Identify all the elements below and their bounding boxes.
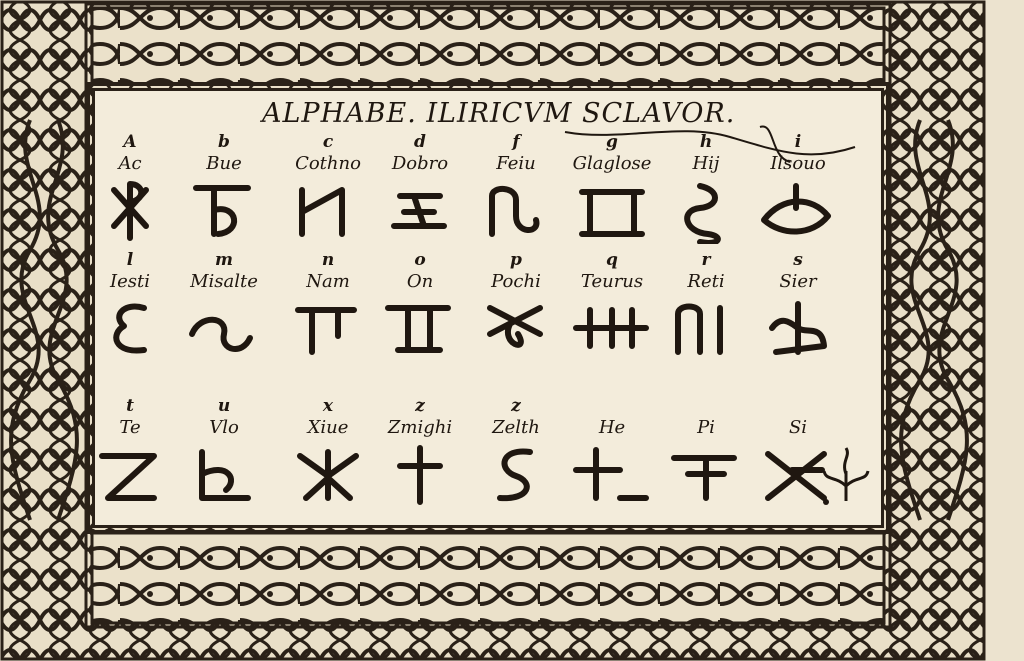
alphabet-cell xyxy=(282,250,374,362)
alphabet-cell xyxy=(178,250,270,362)
letter-name: Iesti xyxy=(110,271,150,292)
alphabet-cell xyxy=(470,396,562,508)
buki-glyph xyxy=(178,176,270,244)
latin-letter: r xyxy=(701,250,711,270)
alphabet-cell xyxy=(470,132,562,244)
alphabet-cell xyxy=(660,250,752,362)
latin-letter: d xyxy=(414,132,426,152)
latin-letter: g xyxy=(606,132,618,152)
latin-letter: z xyxy=(415,396,425,416)
kher-glyph xyxy=(282,440,374,508)
letter-name: Sier xyxy=(779,271,817,292)
alphabet-cell xyxy=(752,250,844,362)
letter-name: Nam xyxy=(306,271,350,292)
alphabet-cell xyxy=(282,396,374,508)
alphabet-cell xyxy=(374,132,466,244)
hiju-glyph xyxy=(660,176,752,244)
alphabet-cell xyxy=(660,132,752,244)
letter-name: Pochi xyxy=(491,271,541,292)
latin-letter: x xyxy=(322,396,334,416)
slovo-glyph xyxy=(752,294,844,362)
latin-letter: n xyxy=(321,250,335,270)
latin-letter: h xyxy=(699,132,713,152)
alphabet-cell xyxy=(660,396,752,508)
letter-name: Misalte xyxy=(190,271,258,292)
latin-letter: p xyxy=(510,250,522,270)
dobro-glyph xyxy=(374,176,466,244)
letter-name: Te xyxy=(119,417,141,438)
letter-name: Vlo xyxy=(209,417,239,438)
te-glyph xyxy=(84,440,176,508)
uk-glyph xyxy=(178,440,270,508)
alphabet-cell xyxy=(178,132,270,244)
alphabet-cell xyxy=(84,396,176,508)
rtsi-glyph xyxy=(660,294,752,362)
latin-letter: s xyxy=(793,250,803,270)
pi-glyph xyxy=(660,440,752,508)
letter-name: Ilsouo xyxy=(770,153,826,174)
alphabet-cell xyxy=(566,250,658,362)
letter-name: Dobro xyxy=(391,153,449,174)
izhe-glyph xyxy=(752,176,844,244)
fert-glyph xyxy=(470,176,562,244)
letter-name: Zmighi xyxy=(387,417,453,438)
latin-letter: i xyxy=(794,132,802,152)
yat-glyph xyxy=(566,440,658,508)
latin-letter: z xyxy=(511,396,521,416)
letter-name: Pi xyxy=(697,417,715,438)
alphabet-cell xyxy=(374,250,466,362)
latin-letter: A xyxy=(123,132,137,152)
letter-name: Reti xyxy=(687,271,725,292)
alphabet-cell xyxy=(282,132,374,244)
jesti-glyph xyxy=(84,294,176,362)
latin-letter: o xyxy=(414,250,426,270)
latin-letter: b xyxy=(218,132,230,152)
letter-name: Teurus xyxy=(580,271,644,292)
latin-letter: l xyxy=(126,250,134,270)
letter-name: Zelth xyxy=(492,417,540,438)
alphabet-cell xyxy=(84,250,176,362)
zelo-glyph xyxy=(470,440,562,508)
latin-letter: u xyxy=(217,396,231,416)
alphabet-cell xyxy=(84,132,176,244)
latin-letter: f xyxy=(512,132,520,152)
letter-name: On xyxy=(406,271,434,292)
alphabet-cell xyxy=(470,250,562,362)
alphabet-cell xyxy=(566,132,658,244)
letter-name: Si xyxy=(788,417,808,438)
letter-name: He xyxy=(598,417,626,438)
floral-ornament xyxy=(816,446,876,506)
alphabet-cell xyxy=(566,396,658,508)
tsi-glyph xyxy=(282,176,374,244)
chi-rho-glyph xyxy=(84,176,176,244)
latin-letter xyxy=(660,396,752,416)
letter-name: Ac xyxy=(118,153,142,174)
alphabet-cell xyxy=(374,396,466,508)
page-title: ALPHABE. ILIRICVM SCLAVOR. xyxy=(262,98,736,129)
letter-name: Xiue xyxy=(307,417,349,438)
alphabet-cell xyxy=(752,132,844,244)
latin-letter: m xyxy=(215,250,233,270)
latin-letter xyxy=(566,396,658,416)
letter-name: Feiu xyxy=(496,153,536,174)
latin-letter: t xyxy=(126,396,134,416)
latin-letter xyxy=(752,396,844,416)
letter-name: Glaglose xyxy=(572,153,652,174)
on-glyph xyxy=(374,294,466,362)
pokoi-glyph xyxy=(470,294,562,362)
letter-name: Cothno xyxy=(295,153,361,174)
latin-letter: c xyxy=(322,132,334,152)
letter-name: Hij xyxy=(692,153,720,174)
glagoli-glyph xyxy=(566,176,658,244)
letter-name: Bue xyxy=(206,153,242,174)
mislete-glyph xyxy=(178,294,270,362)
latin-letter: q xyxy=(606,250,618,270)
nash-glyph xyxy=(282,294,374,362)
tverdo-glyph xyxy=(566,294,658,362)
alphabet-cell xyxy=(178,396,270,508)
zemlja-glyph xyxy=(374,440,466,508)
page-margin xyxy=(986,0,1024,661)
